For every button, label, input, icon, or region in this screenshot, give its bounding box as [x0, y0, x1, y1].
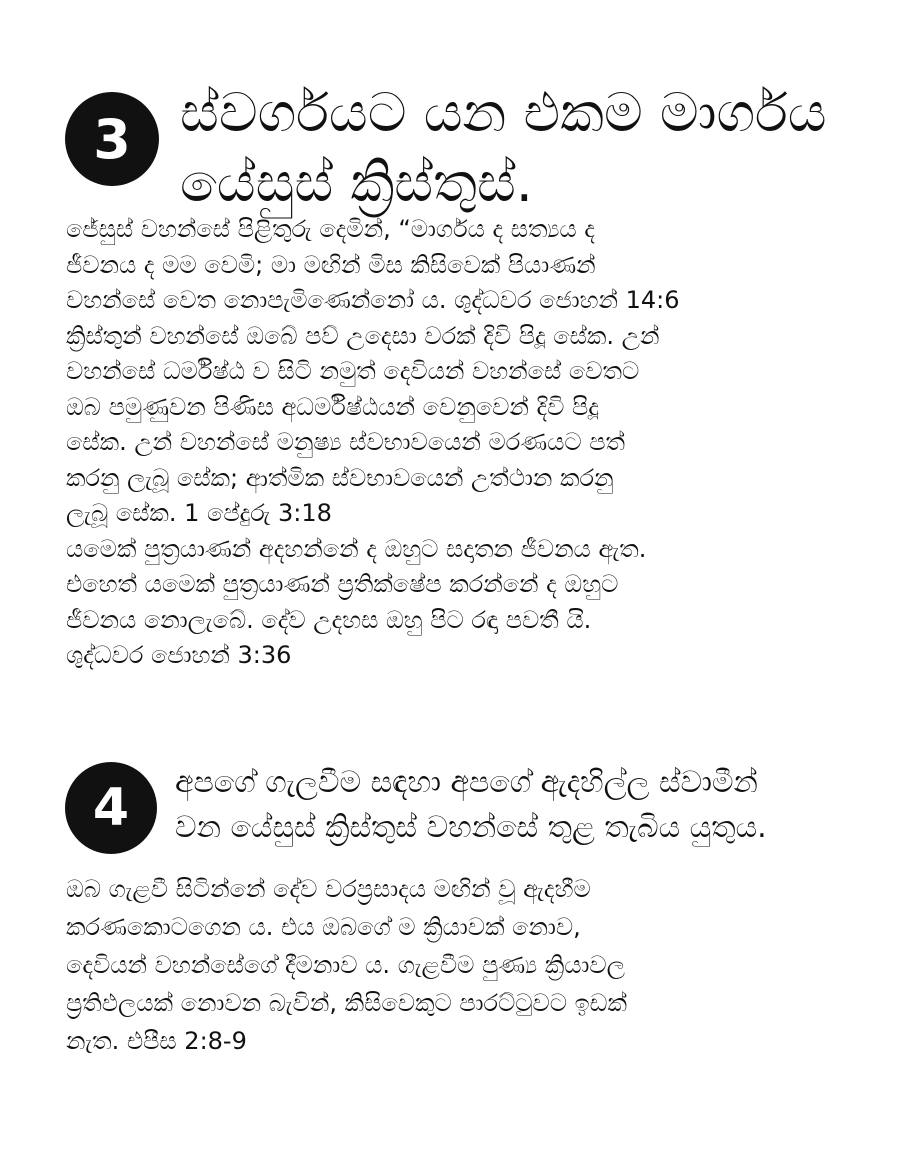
paragraph-line: ඔබ ගැළවී සිටින්නේ දේව වරප්‍රසාදය මඟින් වූ ඇදහීම: [66, 875, 591, 903]
paragraph-line: ජීවනය ද මම වෙමි; මා මඟින් මිස කිසිවෙක් පියාණන්: [66, 250, 596, 279]
paragraph-line: ශුද්ධවර ජොහන් 3:36: [66, 641, 292, 669]
paragraph-line: එහෙත් යමෙක් පුත්‍රයාණන් ප්‍රතික්ෂේප කරන්නේ ද ඔහුට: [66, 570, 619, 598]
section-4-number: 4: [92, 778, 130, 838]
paragraph-line: ක්‍රිස්තුන් වහන්සේ ඔබේ පව් උදෙසා වරක් දිවි පිදූ සේක. උන්: [66, 321, 660, 350]
section-3-heading-line: ස්වර්ගයට යන එකම මාර්ගය: [180, 81, 827, 144]
paragraph-line: වහන්සේ ධර්මිෂ්ඨ ව සිටි නමුත් දෙවියන් වහන්සේ වෙතට: [66, 357, 640, 385]
section-4-heading: [175, 760, 875, 850]
section-4-heading-line: අපගේ ගැලවීම සඳහා අපගේ ඇදහිල්ල ස්වාමීන්: [175, 765, 758, 800]
paragraph-line: ප්‍රතිඵලයක් නොවන බැවින්, කිසිවෙකුට පාරට්ටුවට ඉඩක්: [66, 989, 627, 1017]
section-3-number-badge: [65, 92, 159, 186]
paragraph-line: කරනු ලැබූ සේක; ආත්මික ස්වභාවයෙන් උත්ථාන කරනු: [66, 463, 614, 492]
section-3-heading-line: යේසුස් ක්‍රිස්තුස්.: [180, 151, 533, 214]
paragraph-line: ලැබූ සේක. 1 පේදුරු 3:18: [66, 499, 332, 527]
paragraph-line: ජේසුස් වහන්සේ පිළිතුරු දෙමින්, “මාර්ගය ද සත්‍යය ද: [66, 215, 595, 243]
paragraph-line: නැත. එපීස 2:8-9: [66, 1027, 247, 1055]
section-4-number-badge: [65, 762, 157, 854]
paragraph-line: ජීවනය නොලැබේ. දේව උදහස ඔහු පිට රඳා පවතී යි.: [66, 605, 592, 634]
paragraph-line: සේක. උන් වහන්සේ මනුෂ්‍ය ස්වභාවයෙන් මරණයට පත්: [66, 428, 626, 456]
section-3-heading: [180, 78, 880, 218]
section-4-paragraph: [66, 870, 856, 1060]
paragraph-line: වහන්සේ වෙත නොපැමිණෙන්නෝ ය. ශුද්ධවර ජොහන් 14:6: [66, 286, 680, 314]
section-4-heading-line: වන යේසුස් ක්‍රිස්තුස් වහන්සේ තුළ තැබිය යුතුය.: [175, 810, 767, 845]
paragraph-line: ඔබ පමුණුවන පිණිස අධර්මිෂ්ඨයන් වෙනුවෙන් දිවි පිදූ: [66, 392, 599, 421]
section-3-paragraph: [66, 212, 856, 674]
paragraph-line: දෙවියන් වහන්සේගේ දීමනාව ය. ගැළවීම පුණ්‍ය ක්‍රියාවල: [66, 951, 625, 979]
section-3-number: 3: [93, 107, 131, 171]
paragraph-line: යමෙක් පුත්‍රයාණන් අදහන්නේ ද ඔහුට සදාතන ජීවනය ඇත.: [66, 534, 647, 563]
paragraph-line: කරණකොටගෙන ය. එය ඔබගේ ම ක්‍රියාවක් නොව,: [66, 913, 581, 941]
